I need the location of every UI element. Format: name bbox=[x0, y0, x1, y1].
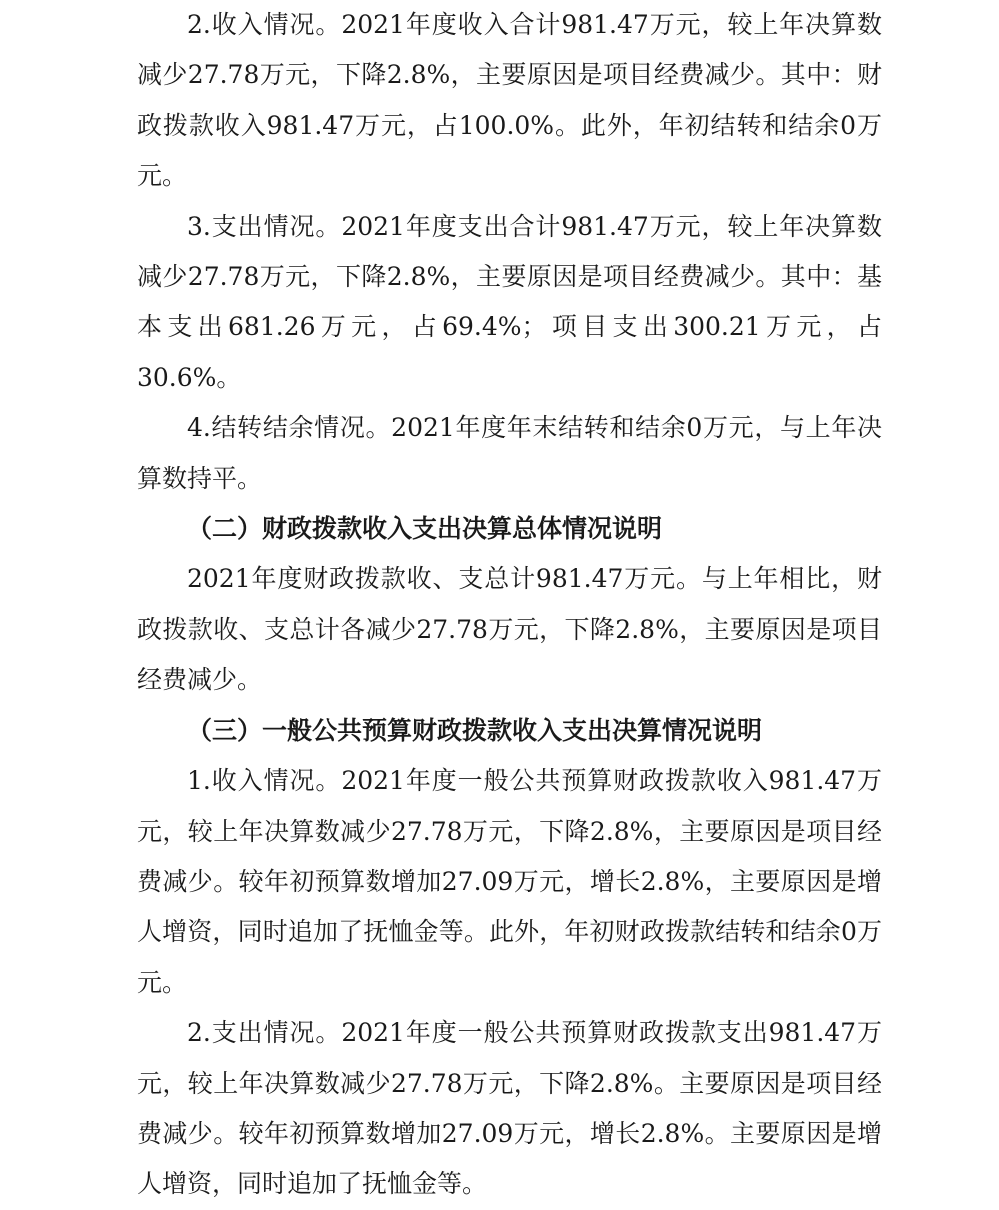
paragraph-income: 2.收入情况。2021年度收入合计981.47万元，较上年决算数减少27.78万元，下降2.8%，主要原因是项目经费减少。其中：财政拨款收入981.47万元，占100.0%。此外，年初结转和结余0万元。 bbox=[137, 10, 882, 191]
paragraph-fiscal-total: 2021年度财政拨款收、支总计981.47万元。与上年相比，财政拨款收、支总计各减少27.78万元，下降2.8%，主要原因是项目经费减少。 bbox=[137, 564, 882, 695]
section-heading-2: （二）财政拨款收入支出决算总体情况说明 bbox=[187, 514, 663, 544]
paragraph-general-income: 1.收入情况。2021年度一般公共预算财政拨款收入981.47万元，较上年决算数减少27.78万元，下降2.8%，主要原因是项目经费减少。较年初预算数增加27.09万元，增长2.8%，主要原因是增人增资，同时追加了抚恤金等。此外，年初财政拨款结转和结余0万元。 bbox=[137, 766, 882, 997]
paragraph-general-expenditure: 2.支出情况。2021年度一般公共预算财政拨款支出981.47万元，较上年决算数减少27.78万元，下降2.8%。主要原因是项目经费减少。较年初预算数增加27.09万元，增长2.8%。主要原因是增人增资，同时追加了抚恤金等。 bbox=[137, 1018, 882, 1199]
section-heading-3: （三）一般公共预算财政拨款收入支出决算情况说明 bbox=[187, 715, 763, 745]
document-body bbox=[137, 0, 882, 1210]
paragraph-expenditure: 3.支出情况。2021年度支出合计981.47万元，较上年决算数减少27.78万元，下降2.8%，主要原因是项目经费减少。其中：基本支出681.26万元，占69.4%；项目支出300.21万元，占30.6%。 bbox=[137, 211, 882, 392]
paragraph-carryover: 4.结转结余情况。2021年度年末结转和结余0万元，与上年决算数持平。 bbox=[137, 413, 882, 493]
